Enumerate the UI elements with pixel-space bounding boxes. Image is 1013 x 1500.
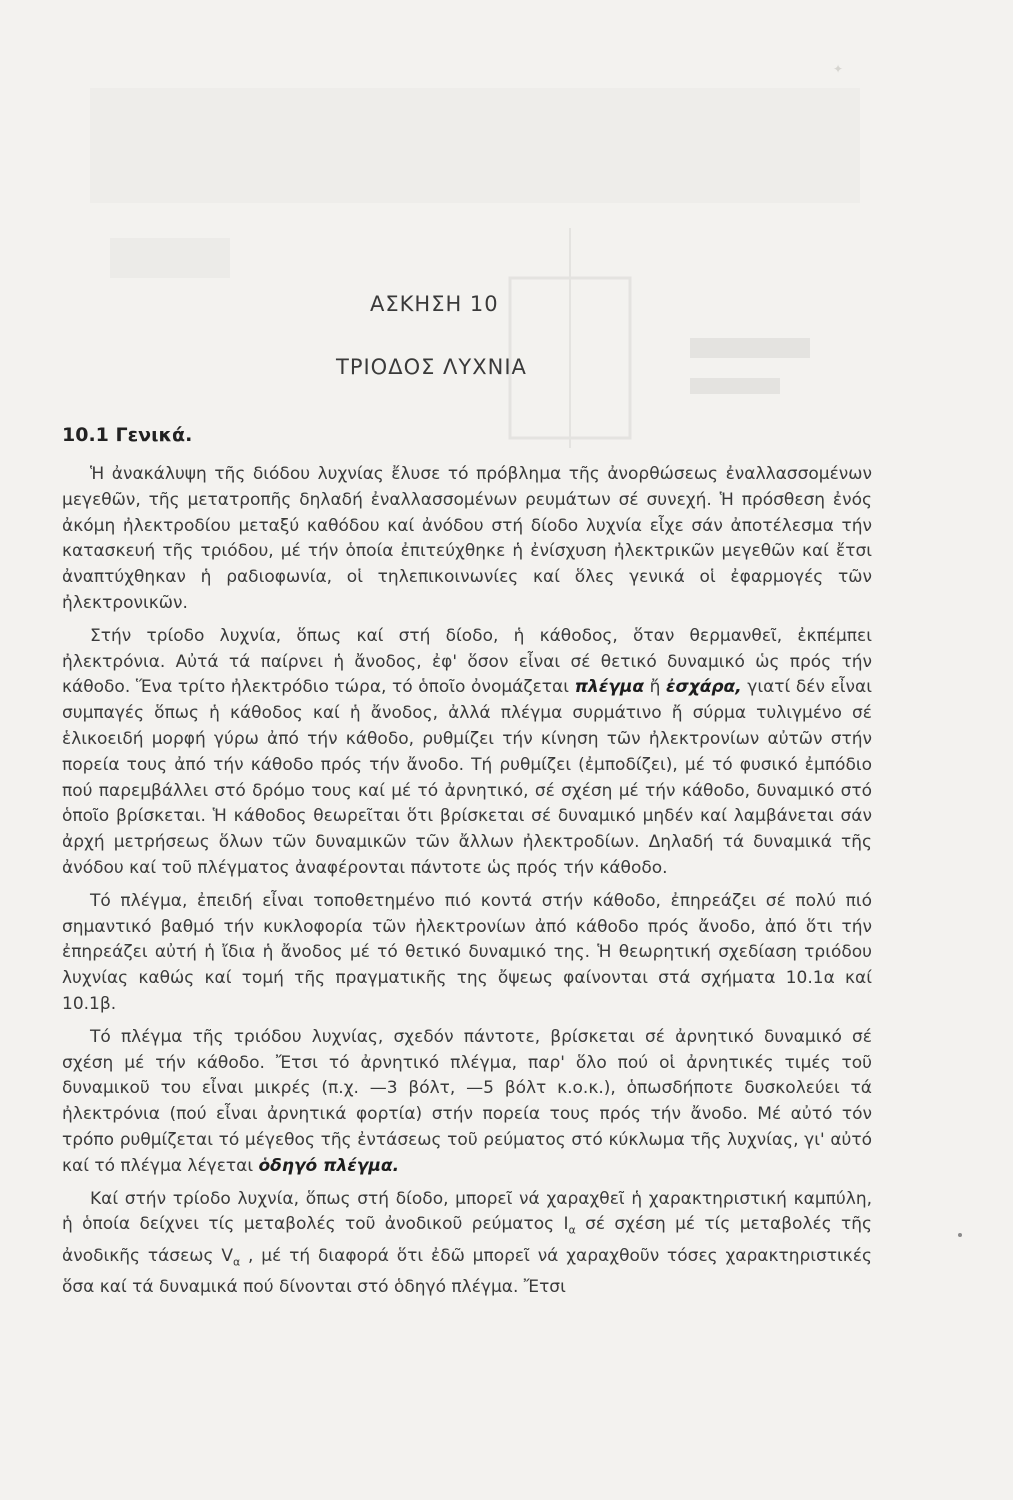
body-text	[62, 462, 872, 1307]
paragraph-p3	[62, 889, 872, 1018]
subscript: α	[568, 1223, 576, 1237]
text-segment: , μέ τή διαφορά ὅτι ἐδῶ μπορεῖ νά χαραχθοῦν τόσες χαρακτηριστικές ὅσα καί τά δυναμικά πού δίνονται στό ὁδηγό πλέγμα. Ἔτσι	[62, 1245, 872, 1297]
text-segment: Ἡ ἀνακάλυψη τῆς διόδου λυχνίας ἔλυσε τό πρόβλημα τῆς ἀνορθώσεως ἐναλλασσομένων μεγεθῶν, τῆς μετατροπῆς δηλαδή ἐναλλασσομένων ρευμάτων σέ συνεχή. Ἡ πρόσθεση ἐνός ἀκόμη ἠλεκτροδίου μεταξύ καθόδου καί ἀνόδου στή δίοδο λυχνία εἶχε σάν ἀποτέλεσμα τήν κατασκευή τῆς τριόδου, μέ τήν ὁποία ἐπιτεύχθηκε ἡ ἐνίσχυση ἠλεκτρικῶν μεγεθῶν καί ἔτσι ἀναπτύχθηκαν ἡ ραδιοφωνία, οἱ τηλεπικοινωνίες καί ὅλες γενικά οἱ ἐφαρμογές τῶν ἠλεκτρονικῶν.	[62, 464, 872, 613]
text-segment: γιατί δέν εἶναι συμπαγές ὅπως ἡ κάθοδος καί ἡ ἄνοδος, ἀλλά πλέγμα συρμάτινο ἤ σύρμα τυλιγμένο σέ ἑλικοειδή μορφή γύρω ἀπό τήν κάθοδο, ρυθμίζει τήν κίνηση τῶν ἠλεκτρονίων αὐτῶν στήν πορεία τους ἀπό τήν κάθοδο πρός τήν ἄνοδο. Τή ρυθμίζει (ἐμποδίζει), μέ τό φυσικό ἐμπόδιο πού παρεμβάλλει στό δρόμο τους καί μέ τό ἀρνητικό, σέ σχέση μέ τήν κάθοδο, δυναμικό στό ὁποῖο βρίσκεται. Ἡ κάθοδος θεωρεῖται ὅτι βρίσκεται σέ δυναμικό μηδέν καί λαμβάνεται σάν ἀρχή μετρήσεως ὅλων τῶν δυναμικῶν τῶν ἄλλων ἠλεκτροδίων. Δηλαδή τά δυναμικά τῆς ἀνόδου καί τοῦ πλέγματος ἀναφέρονται πάντοτε ὡς πρός τήν κάθοδο.	[62, 677, 872, 878]
paragraph-p5	[62, 1187, 872, 1301]
paragraph-p1	[62, 462, 872, 617]
chapter-title: ΤΡΙΟΔΟΣ ΛΥΧΝΙΑ	[336, 355, 527, 379]
text-segment: ἤ	[644, 677, 667, 698]
faint-page-mark: ✦	[832, 62, 843, 76]
paragraph-p2	[62, 624, 872, 882]
text-segment: Τό πλέγμα τῆς τριόδου λυχνίας, σχεδόν πάντοτε, βρίσκεται σέ ἀρνητικό δυναμικό σέ σχέση μέ τήν κάθοδο. Ἔτσι τό ἀρνητικό πλέγμα, παρ' ὅλο πού οἱ ἀρνητικές τιμές τοῦ δυναμικοῦ του εἶναι μικρές (π.χ. —3 βόλτ, —5 βόλτ κ.ο.κ.), ὁπωσδήποτε δυσκολεύει τά ἠλεκτρόνια (πού εἶναι ἀρνητικά φορτία) στήν πορεία τους πρός τήν ἄνοδο. Μέ αὐτό τόν τρόπο ρυθμίζεται τό μέγεθος τῆς ἐντάσεως τοῦ ρεύματος στό κύκλωμα τῆς λυχνίας, γι' αὐτό καί τό πλέγμα λέγεται	[62, 1026, 872, 1176]
text-segment: σέ σχέση μέ τίς μεταβολές τῆς ἀνοδικῆς τάσεως V	[62, 1214, 872, 1266]
exercise-title: ΑΣΚΗΣΗ 10	[370, 292, 499, 316]
emphasized-term: πλέγμα	[574, 677, 645, 698]
page-speck	[958, 1233, 962, 1237]
emphasized-term: ὁδηγό πλέγμα.	[258, 1155, 400, 1176]
paragraph-p4	[62, 1025, 872, 1180]
show-through-figure	[90, 88, 860, 448]
subscript: α	[232, 1254, 241, 1268]
section-heading: 10.1 Γενικά.	[62, 424, 193, 446]
text-segment: Τό πλέγμα, ἐπειδή εἶναι τοποθετημένο πιό κοντά στήν κάθοδο, ἐπηρεάζει σέ πολύ πιό σημαντικό βαθμό τήν κυκλοφορία τῶν ἠλεκτρονίων ἀπό κάθοδο πρός ἄνοδο, ἀπό ὅτι τήν ἐπηρεάζει αὐτή ἡ ἴδια ἡ ἄνοδος μέ τό θετικό δυναμικό της. Ἡ θεωρητική σχεδίαση τριόδου λυχνίας καθώς καί τομή τῆς πραγματικῆς της ὄψεως φαίνονται στά σχήματα 10.1α καί 10.1β.	[62, 890, 872, 1014]
text-segment: Στήν τρίοδο λυχνία, ὅπως καί στή δίοδο, ἡ κάθοδος, ὅταν θερμανθεῖ, ἐκπέμπει ἠλεκτρόνια. Αὐτά τά παίρνει ἡ ἄνοδος, ἐφ' ὅσον εἶναι σέ θετικό δυναμικό ὡς πρός τήν κάθοδο. Ἕνα τρίτο ἠλεκτρόδιο τώρα, τό ὁποῖο ὀνομάζεται	[62, 625, 872, 698]
emphasized-term: ἐσχάρα,	[666, 677, 742, 698]
text-segment: Καί στήν τρίοδο λυχνία, ὅπως στή δίοδο, μπορεῖ νά χαραχθεῖ ἡ χαρακτηριστική καμπύλη, ἡ ὁποία δείχνει τίς μεταβολές τοῦ ἀνοδικοῦ ρεύματος I	[62, 1188, 872, 1235]
